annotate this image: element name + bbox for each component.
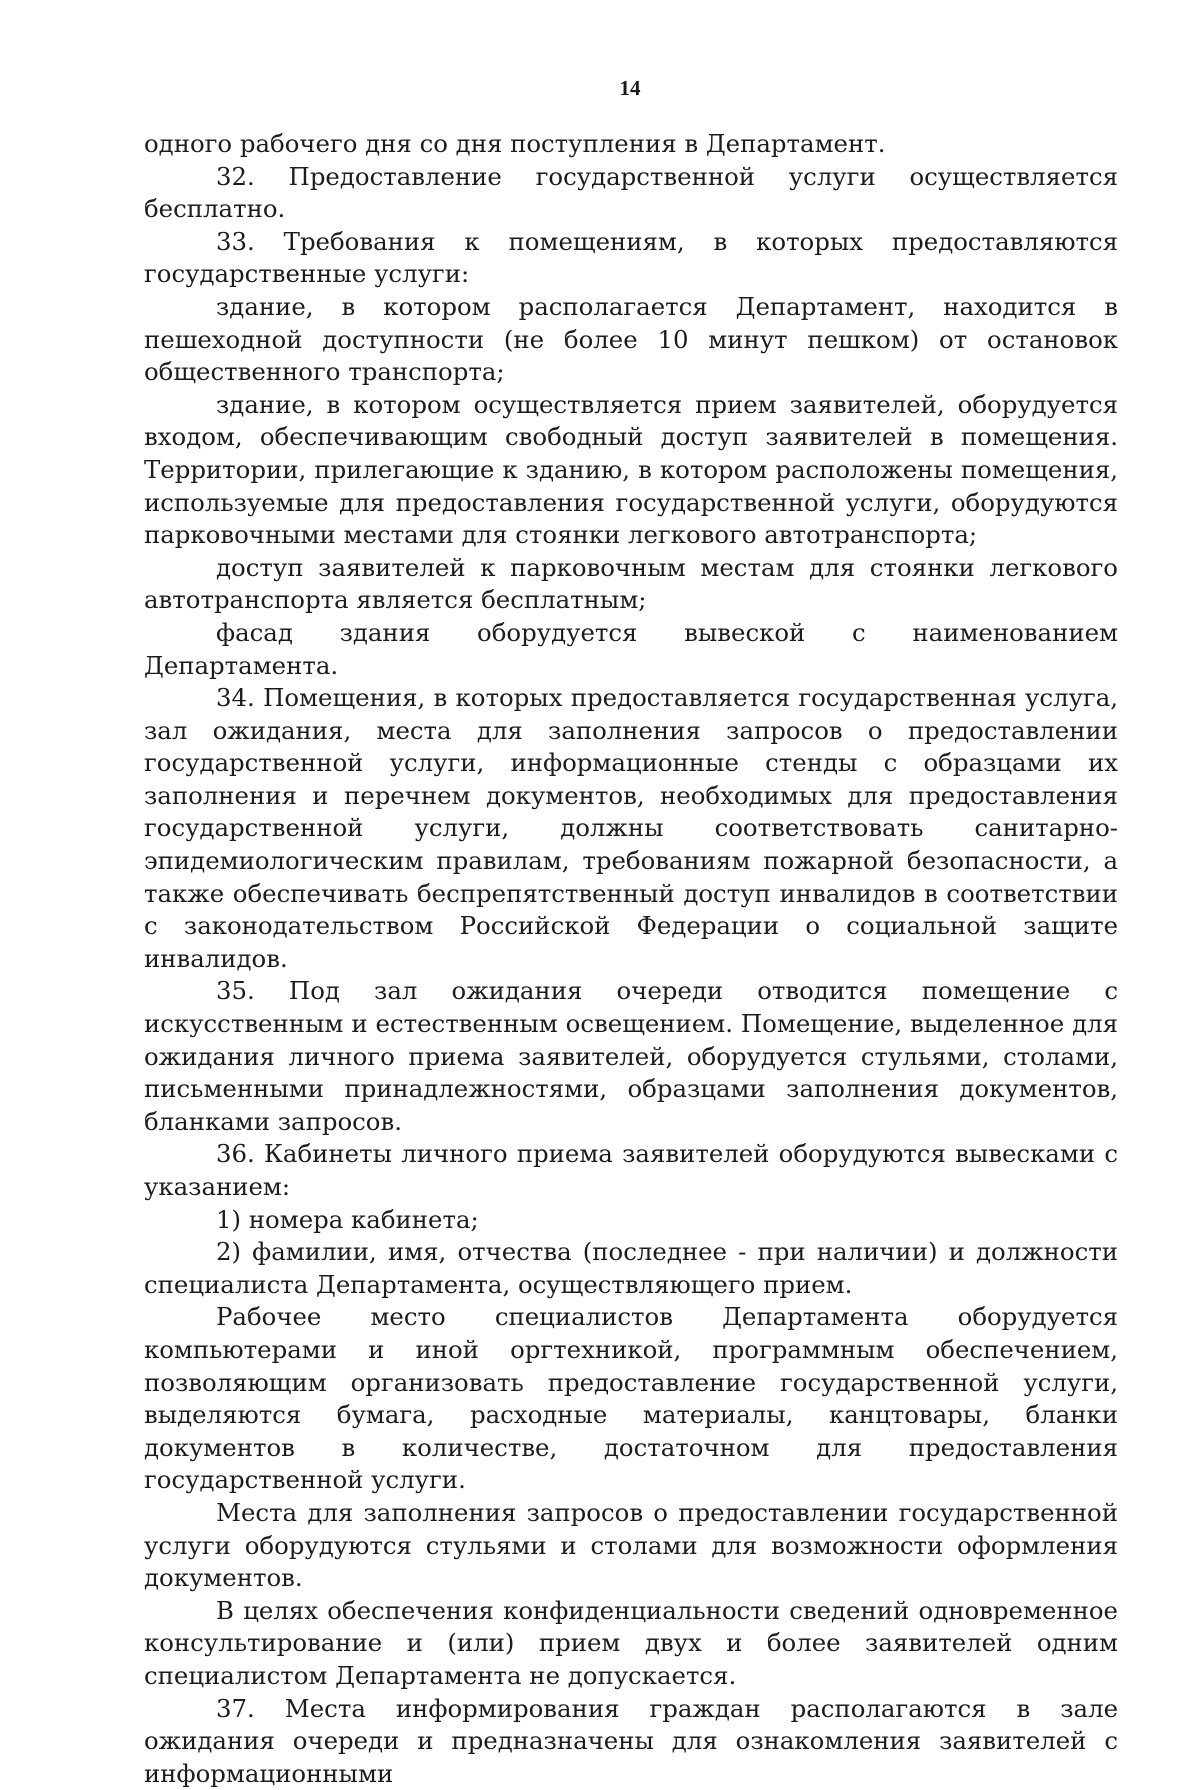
page-number: 14 [0,76,1200,100]
document-body [144,128,1118,1790]
paragraph-36: 36. Кабинеты личного приема заявителей оборудуются вывесками с указанием: [144,1138,1118,1203]
list-item-specialist-name: 2) фамилии, имя, отчества (последнее - при наличии) и должности специалиста Департамента, осуществляющего прием. [144,1236,1118,1301]
paragraph-35: 35. Под зал ожидания очереди отводится помещение с искусственным и естественным освещением. Помещение, выделенное для ожидания личного приема заявителей, оборудуется стульями, столами, письменными принадлежностями, образцами заполнения документов, бланками запросов. [144,975,1118,1138]
paragraph-building-location: здание, в котором располагается Департамент, находится в пешеходной доступности (не более 10 минут пешком) от остановок общественного транспорта; [144,291,1118,389]
paragraph-33: 33. Требования к помещениям, в которых предоставляются государственные услуги: [144,226,1118,291]
paragraph-request-places: Места для заполнения запросов о предоставлении государственной услуги оборудуются стульями и столами для возможности оформления документов. [144,1497,1118,1595]
paragraph-workplace: Рабочее место специалистов Департамента оборудуется компьютерами и иной оргтехникой, программным обеспечением, позволяющим организовать предоставление государственной услуги, выделяются бумага, расходные материалы, канцтовары, бланки документов в количестве, достаточном для предоставления государственной услуги. [144,1301,1118,1497]
paragraph-facade-sign: фасад здания оборудуется вывеской с наименованием Департамента. [144,617,1118,682]
paragraph-confidentiality: В целях обеспечения конфиденциальности сведений одновременное консультирование и (или) прием двух и более заявителей одним специалистом Департамента не допускается. [144,1595,1118,1693]
paragraph-34: 34. Помещения, в которых предоставляется государственная услуга, зал ожидания, места для заполнения запросов о предоставлении государственной услуги, информационные стенды с образцами их заполнения и перечнем документов, необходимых для предоставления государственной услуги, должны соответствовать санитарно-эпидемиологическим правилам, требованиям пожарной безопасности, а также обеспечивать беспрепятственный доступ инвалидов в соответствии с законодательством Российской Федерации о социальной защите инвалидов. [144,682,1118,975]
paragraph-37: 37. Места информирования граждан располагаются в зале ожидания очереди и предназначены для ознакомления заявителей с информационными [144,1693,1118,1790]
paragraph-32: 32. Предоставление государственной услуги осуществляется бесплатно. [144,161,1118,226]
paragraph-parking-access: доступ заявителей к парковочным местам для стоянки легкового автотранспорта является бесплатным; [144,552,1118,617]
list-item-room-number: 1) номера кабинета; [144,1204,1118,1237]
paragraph-continuation: одного рабочего дня со дня поступления в Департамент. [144,128,1118,161]
paragraph-building-entrance: здание, в котором осуществляется прием заявителей, оборудуется входом, обеспечивающим свободный доступ заявителей в помещения. Территории, прилегающие к зданию, в котором расположены помещения, используемые для предоставления государственной услуги, оборудуются парковочными местами для стоянки легкового автотранспорта; [144,389,1118,552]
